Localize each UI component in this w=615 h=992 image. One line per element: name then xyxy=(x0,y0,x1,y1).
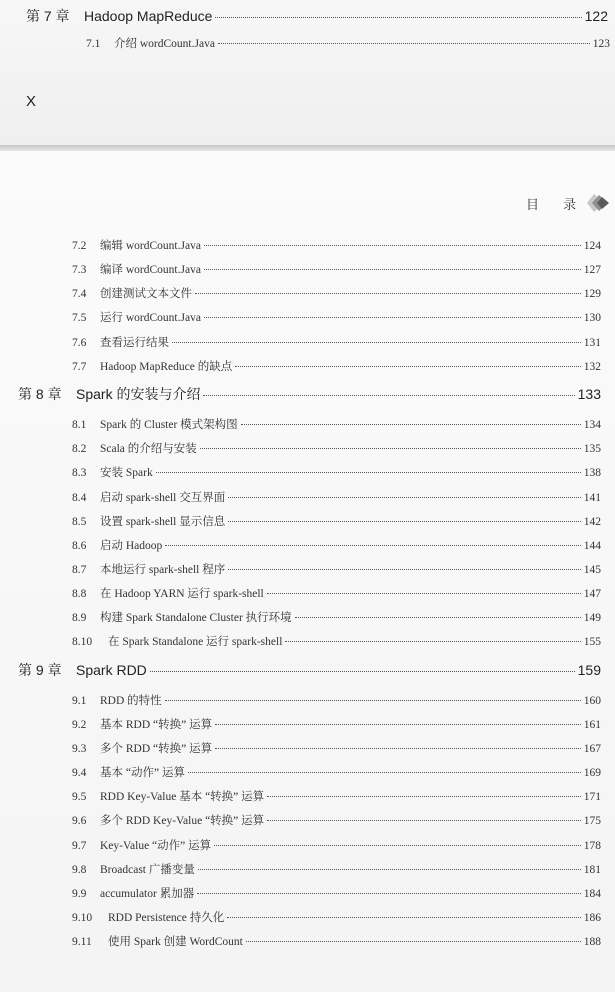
section-title: RDD Persistence 持久化 xyxy=(108,912,225,925)
page-number: 141 xyxy=(583,491,601,504)
dot-leader xyxy=(246,941,581,942)
section-number: 8.1 xyxy=(72,419,87,432)
page-number: 147 xyxy=(583,588,601,601)
page-number: 124 xyxy=(583,240,601,252)
dot-leader xyxy=(241,424,581,425)
page-number: 178 xyxy=(583,839,601,852)
toc-section[interactable] xyxy=(72,740,601,756)
page-number: 130 xyxy=(583,312,601,325)
dot-leader xyxy=(203,395,574,396)
toc-section[interactable] xyxy=(72,716,601,732)
dot-leader xyxy=(285,641,580,642)
toc-section[interactable] xyxy=(72,261,601,277)
section-number: 9.10 xyxy=(72,912,93,925)
toc-section[interactable] xyxy=(72,309,601,325)
chapter-title: Spark 的安装与介绍 xyxy=(76,385,201,402)
dot-leader xyxy=(267,820,581,821)
toc-header xyxy=(526,192,612,214)
section-title: 创建测试文本文件 xyxy=(100,288,192,301)
toc-section[interactable] xyxy=(72,609,601,625)
section-number: 9.9 xyxy=(72,887,87,900)
toc-section[interactable] xyxy=(72,861,601,877)
section-number: 9.3 xyxy=(72,743,87,755)
section-title: 查看运行结果 xyxy=(100,336,169,349)
section-title: 介绍 wordCount.Java xyxy=(114,38,215,50)
page-number: 133 xyxy=(577,385,601,402)
dot-leader xyxy=(204,317,581,318)
dot-leader xyxy=(204,269,581,270)
section-title: 多个 RDD Key-Value “转换” 运算 xyxy=(100,815,265,828)
page-number: 134 xyxy=(583,419,601,432)
chapter-number: 第 7 章 xyxy=(26,8,70,24)
page-number: 138 xyxy=(583,467,601,480)
section-title: RDD 的特性 xyxy=(100,694,162,707)
toc-section[interactable] xyxy=(72,285,601,301)
toc-section[interactable] xyxy=(72,513,601,529)
page-number: 186 xyxy=(583,912,601,925)
section-title: Key-Value “动作” 运算 xyxy=(100,839,212,852)
toc-section[interactable] xyxy=(72,585,601,601)
chapter-title: Spark RDD xyxy=(76,661,147,678)
section-number: 8.6 xyxy=(72,539,87,552)
dot-leader xyxy=(267,796,581,797)
dot-leader xyxy=(215,748,581,749)
page-number: 123 xyxy=(592,38,610,50)
page-number: 149 xyxy=(583,612,601,625)
toc-section[interactable] xyxy=(72,812,601,828)
section-title: 编辑 wordCount.Java xyxy=(100,240,201,252)
section-title: 运行 wordCount.Java xyxy=(100,312,201,325)
section-title: RDD Key-Value 基本 “转换” 运算 xyxy=(100,791,265,804)
section-title: 设置 spark-shell 显示信息 xyxy=(100,515,226,528)
section-number: 9.6 xyxy=(72,815,87,828)
section-number: 9.2 xyxy=(72,718,87,731)
section-number: 7.6 xyxy=(72,336,87,349)
section-number: 7.7 xyxy=(72,360,87,373)
page-number: 181 xyxy=(583,863,601,876)
dot-leader xyxy=(200,448,581,449)
section-title: 安装 Spark xyxy=(100,467,153,480)
page-number: 135 xyxy=(583,443,601,456)
section-number: 8.4 xyxy=(72,491,87,504)
section-number: 8.10 xyxy=(72,636,93,649)
toc-section[interactable] xyxy=(72,764,601,780)
toc-section[interactable] xyxy=(72,416,601,432)
section-number: 8.8 xyxy=(72,588,87,601)
page-number: 167 xyxy=(583,743,601,755)
section-number: 7.2 xyxy=(72,240,87,252)
dot-leader xyxy=(228,521,581,522)
section-title: Spark 的 Cluster 模式架构图 xyxy=(100,419,238,432)
section-number: 9.1 xyxy=(72,694,87,707)
section-number: 9.8 xyxy=(72,863,87,876)
page-number: 175 xyxy=(583,815,601,828)
section-title: 多个 RDD “转换” 运算 xyxy=(100,743,213,755)
dot-leader xyxy=(215,17,581,18)
section-title: Scala 的介绍与安装 xyxy=(100,443,197,456)
section-title: 编译 wordCount.Java xyxy=(100,264,201,277)
chapter-number: 第 9 章 xyxy=(18,661,62,678)
page-number: 184 xyxy=(583,887,601,900)
toc-header-label: 目 录 xyxy=(526,197,587,213)
page-number: 160 xyxy=(583,694,601,707)
dot-leader xyxy=(165,545,580,546)
section-title: 构建 Spark Standalone Cluster 执行环境 xyxy=(100,612,292,625)
page-number: 132 xyxy=(583,360,601,373)
dot-leader xyxy=(172,342,581,343)
dot-leader xyxy=(195,293,581,294)
toc-section[interactable] xyxy=(72,633,601,649)
page-number: 144 xyxy=(583,539,601,552)
page-number: 127 xyxy=(583,264,601,277)
page-number: 155 xyxy=(583,636,601,649)
section-number: 7.3 xyxy=(72,264,87,277)
dot-leader xyxy=(156,472,581,473)
section-title: 启动 Hadoop xyxy=(100,539,163,552)
toc-chapter-7[interactable] xyxy=(26,6,608,26)
section-number: 7.5 xyxy=(72,312,87,325)
toc-chapter[interactable] xyxy=(18,384,601,404)
page-number: 171 xyxy=(583,791,601,804)
toc-section[interactable] xyxy=(72,788,601,804)
page-number: 159 xyxy=(577,661,601,678)
section-number: 8.2 xyxy=(72,443,87,456)
section-number: 9.4 xyxy=(72,767,87,780)
toc-section[interactable] xyxy=(72,358,601,374)
section-title: 基本 RDD “转换” 运算 xyxy=(100,718,213,731)
section-title: 在 Spark Standalone 运行 spark-shell xyxy=(108,636,283,649)
dot-leader xyxy=(235,366,581,367)
dot-leader xyxy=(204,245,581,246)
toc-section-7-1[interactable] xyxy=(86,35,610,51)
toc-section[interactable] xyxy=(72,909,601,925)
section-number: 9.11 xyxy=(72,936,92,949)
section-number: 7.1 xyxy=(86,38,101,50)
section-number: 9.5 xyxy=(72,791,87,804)
section-title: 在 Hadoop YARN 运行 spark-shell xyxy=(100,588,264,601)
page-number: 122 xyxy=(584,8,608,24)
dot-leader xyxy=(150,671,575,672)
toc-section[interactable] xyxy=(72,561,601,577)
section-number: 8.5 xyxy=(72,515,87,528)
section-number: 8.9 xyxy=(72,612,87,625)
toc-section[interactable] xyxy=(72,440,601,456)
section-title: Broadcast 广播变量 xyxy=(100,863,195,876)
toc-section[interactable] xyxy=(72,933,601,949)
dot-leader xyxy=(197,893,581,894)
chapter-title: Hadoop MapReduce xyxy=(84,8,213,24)
page-number: 145 xyxy=(583,563,601,576)
toc-section[interactable] xyxy=(72,489,601,505)
dot-leader xyxy=(214,845,581,846)
dot-leader xyxy=(198,869,581,870)
toc-section[interactable] xyxy=(72,837,601,853)
page-number: 169 xyxy=(583,767,601,780)
section-number: 8.3 xyxy=(72,467,87,480)
toc-section[interactable] xyxy=(72,237,601,253)
section-title: 启动 spark-shell 交互界面 xyxy=(100,491,226,504)
page-number: 188 xyxy=(583,936,601,949)
dot-leader xyxy=(188,772,581,773)
toc-section[interactable] xyxy=(72,692,601,708)
toc-section[interactable] xyxy=(72,537,601,553)
section-title: 使用 Spark 创建 WordCount xyxy=(108,936,243,949)
section-title: 本地运行 spark-shell 程序 xyxy=(100,563,226,576)
dot-leader xyxy=(228,569,581,570)
section-title: Hadoop MapReduce 的缺点 xyxy=(100,360,233,373)
page-number: 131 xyxy=(583,336,601,349)
diamond-icon xyxy=(586,192,612,214)
toc-section[interactable] xyxy=(72,885,601,901)
section-number: 8.7 xyxy=(72,563,87,576)
dot-leader xyxy=(228,497,581,498)
close-button[interactable]: X xyxy=(26,93,37,110)
page-number: 142 xyxy=(583,515,601,528)
dot-leader xyxy=(218,43,590,44)
dot-leader xyxy=(165,700,581,701)
toc-chapter[interactable] xyxy=(18,660,601,680)
page-number: 161 xyxy=(583,718,601,731)
section-number: 9.7 xyxy=(72,839,87,852)
toc-section[interactable] xyxy=(72,334,601,350)
section-title: 基本 “动作” 运算 xyxy=(100,767,185,780)
toc-section[interactable] xyxy=(72,464,601,480)
dot-leader xyxy=(267,593,581,594)
dot-leader xyxy=(295,617,581,618)
section-title: accumulator 累加器 xyxy=(100,887,195,900)
section-number: 7.4 xyxy=(72,288,87,301)
page-number: 129 xyxy=(583,288,601,301)
chapter-number: 第 8 章 xyxy=(18,385,62,402)
dot-leader xyxy=(227,917,580,918)
dot-leader xyxy=(215,724,581,725)
